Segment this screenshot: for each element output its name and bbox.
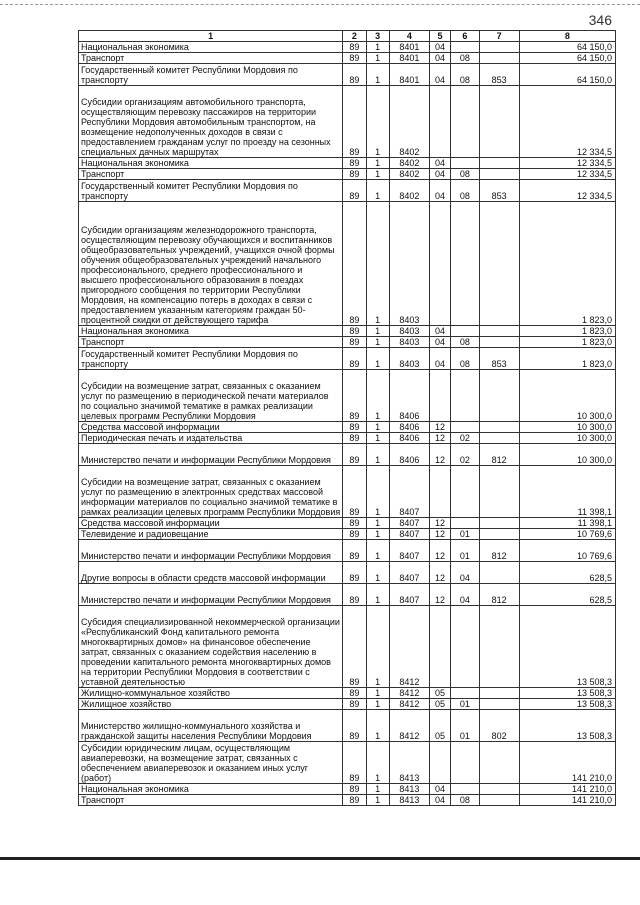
table-row	[79, 795, 616, 806]
table-row	[79, 180, 616, 202]
row-col-3: 1	[366, 540, 389, 562]
row-col-5: 05	[429, 710, 450, 742]
row-col-6: 02	[451, 433, 480, 444]
row-amount: 10 300,0	[519, 433, 615, 444]
row-name: Национальная экономика	[79, 158, 343, 169]
row-col-6: 02	[451, 444, 480, 466]
row-col-3: 1	[366, 584, 389, 606]
row-col-3: 1	[366, 158, 389, 169]
row-col-2: 89	[343, 326, 366, 337]
budget-table	[78, 30, 616, 806]
row-name: Субсидии организациям автомобильного транспорта, осуществляющим перевозку пассажиров на территории Республики Мордовия автомобильным транспортом, на возмещение недополученных доходов в связи с предоставлением гражданам услуг по проезду на сезонных специальных дачных маршрутах	[79, 86, 343, 158]
row-col-7: 853	[479, 64, 519, 86]
row-col-4: 8403	[389, 326, 429, 337]
row-col-7	[479, 699, 519, 710]
row-col-5	[429, 370, 450, 422]
row-amount: 1 823,0	[519, 348, 615, 370]
row-col-6	[451, 370, 480, 422]
row-col-4: 8403	[389, 202, 429, 326]
row-amount: 64 150,0	[519, 53, 615, 64]
row-name: Национальная экономика	[79, 784, 343, 795]
row-col-4: 8412	[389, 606, 429, 688]
row-col-2: 89	[343, 180, 366, 202]
row-col-2: 89	[343, 370, 366, 422]
row-col-7	[479, 169, 519, 180]
row-col-6	[451, 86, 480, 158]
row-col-3: 1	[366, 784, 389, 795]
row-amount: 628,5	[519, 584, 615, 606]
table-row	[79, 699, 616, 710]
header-col-8: 8	[519, 31, 615, 42]
row-col-6: 08	[451, 64, 480, 86]
row-col-6	[451, 422, 480, 433]
row-col-7	[479, 784, 519, 795]
table-body	[79, 42, 616, 806]
row-col-5: 04	[429, 64, 450, 86]
table-row	[79, 42, 616, 53]
row-col-6: 04	[451, 584, 480, 606]
row-name: Государственный комитет Республики Мордовия по транспорту	[79, 64, 343, 86]
row-col-2: 89	[343, 202, 366, 326]
header-col-1: 1	[79, 31, 343, 42]
row-col-7	[479, 562, 519, 584]
row-col-7: 853	[479, 348, 519, 370]
row-col-3: 1	[366, 86, 389, 158]
row-col-5: 04	[429, 42, 450, 53]
row-col-5: 05	[429, 688, 450, 699]
row-name: Другие вопросы в области средств массовой информации	[79, 562, 343, 584]
row-col-4: 8413	[389, 784, 429, 795]
row-name: Телевидение и радиовещание	[79, 529, 343, 540]
row-col-6: 04	[451, 562, 480, 584]
row-col-7	[479, 422, 519, 433]
row-col-2: 89	[343, 86, 366, 158]
row-col-4: 8403	[389, 348, 429, 370]
row-col-3: 1	[366, 53, 389, 64]
row-col-4: 8403	[389, 337, 429, 348]
row-col-6	[451, 466, 480, 518]
row-amount: 12 334,5	[519, 169, 615, 180]
row-col-3: 1	[366, 606, 389, 688]
row-col-2: 89	[343, 433, 366, 444]
row-col-4: 8407	[389, 562, 429, 584]
row-col-6: 01	[451, 540, 480, 562]
row-name: Средства массовой информации	[79, 422, 343, 433]
row-amount: 141 210,0	[519, 742, 615, 784]
table-row	[79, 710, 616, 742]
row-col-4: 8407	[389, 584, 429, 606]
row-col-6: 08	[451, 348, 480, 370]
row-col-3: 1	[366, 64, 389, 86]
row-amount: 10 300,0	[519, 444, 615, 466]
row-amount: 141 210,0	[519, 784, 615, 795]
row-col-3: 1	[366, 529, 389, 540]
row-col-6: 08	[451, 180, 480, 202]
table-row	[79, 326, 616, 337]
row-name: Транспорт	[79, 53, 343, 64]
row-name: Национальная экономика	[79, 42, 343, 53]
header-col-5: 5	[429, 31, 450, 42]
row-col-2: 89	[343, 562, 366, 584]
row-col-6	[451, 784, 480, 795]
table-row	[79, 169, 616, 180]
row-name: Транспорт	[79, 795, 343, 806]
row-col-4: 8406	[389, 422, 429, 433]
row-amount: 1 823,0	[519, 326, 615, 337]
row-col-3: 1	[366, 710, 389, 742]
row-col-3: 1	[366, 742, 389, 784]
row-col-2: 89	[343, 337, 366, 348]
table-row	[79, 784, 616, 795]
row-col-4: 8401	[389, 64, 429, 86]
table-row	[79, 53, 616, 64]
row-col-2: 89	[343, 795, 366, 806]
row-col-4: 8413	[389, 742, 429, 784]
row-amount: 141 210,0	[519, 795, 615, 806]
table-row	[79, 529, 616, 540]
row-col-6	[451, 606, 480, 688]
header-col-6: 6	[451, 31, 480, 42]
row-col-6	[451, 158, 480, 169]
row-col-5	[429, 202, 450, 326]
row-amount: 12 334,5	[519, 86, 615, 158]
row-amount: 64 150,0	[519, 64, 615, 86]
row-col-2: 89	[343, 699, 366, 710]
row-col-7	[479, 42, 519, 53]
bottom-scan-edge	[0, 857, 640, 860]
row-col-7	[479, 53, 519, 64]
row-col-2: 89	[343, 529, 366, 540]
row-name: Министерство печати и информации Республики Мордовия	[79, 444, 343, 466]
row-amount: 1 823,0	[519, 202, 615, 326]
header-col-2: 2	[343, 31, 366, 42]
header-col-4: 4	[389, 31, 429, 42]
table-row	[79, 562, 616, 584]
row-col-7	[479, 795, 519, 806]
row-name: Министерство жилищно-коммунального хозяйства и гражданской защиты населения Республики Мордовия	[79, 710, 343, 742]
row-col-5: 04	[429, 348, 450, 370]
row-amount: 628,5	[519, 562, 615, 584]
row-name: Транспорт	[79, 169, 343, 180]
top-scan-line	[0, 4, 640, 7]
table-row	[79, 518, 616, 529]
row-col-3: 1	[366, 169, 389, 180]
row-col-6	[451, 688, 480, 699]
row-col-7	[479, 742, 519, 784]
row-col-5: 12	[429, 444, 450, 466]
row-name: Средства массовой информации	[79, 518, 343, 529]
row-name: Субсидии организациям железнодорожного транспорта, осуществляющим перевозку обучающихся и воспитанников общеобразовательных учреждений, учащихся очной формы обучения общеобразовательных учреждений начального профессионального, среднего профессионального и высшего профессионального образования в поездах пригородного сообщения по территории Республики Мордовия, на компенсацию потерь в доходах в связи с предоставлением указанным категориям граждан 50-процентной скидки от действующего тарифа	[79, 202, 343, 326]
row-col-4: 8412	[389, 699, 429, 710]
row-col-4: 8412	[389, 710, 429, 742]
row-amount: 10 300,0	[519, 422, 615, 433]
row-amount: 64 150,0	[519, 42, 615, 53]
table-row	[79, 202, 616, 326]
row-col-2: 89	[343, 466, 366, 518]
row-col-2: 89	[343, 688, 366, 699]
row-col-2: 89	[343, 584, 366, 606]
row-amount: 13 508,3	[519, 606, 615, 688]
header-col-3: 3	[366, 31, 389, 42]
row-name: Министерство печати и информации Республики Мордовия	[79, 540, 343, 562]
row-col-5: 04	[429, 158, 450, 169]
row-col-7	[479, 326, 519, 337]
row-amount: 12 334,5	[519, 180, 615, 202]
row-col-3: 1	[366, 348, 389, 370]
row-name: Жилищное хозяйство	[79, 699, 343, 710]
row-amount: 10 769,6	[519, 529, 615, 540]
row-col-7	[479, 466, 519, 518]
row-col-2: 89	[343, 784, 366, 795]
row-name: Субсидии на возмещение затрат, связанных с оказанием услуг по размещению в электронных средствах массовой информации материалов по социально значимой тематике в рамках реализации целевых программ Республики Мордовия	[79, 466, 343, 518]
table-row	[79, 433, 616, 444]
row-col-5: 04	[429, 53, 450, 64]
page-number: 346	[588, 12, 612, 28]
row-col-5: 12	[429, 433, 450, 444]
row-col-6: 08	[451, 53, 480, 64]
row-col-7	[479, 370, 519, 422]
row-col-2: 89	[343, 42, 366, 53]
row-col-7	[479, 518, 519, 529]
row-col-2: 89	[343, 710, 366, 742]
row-amount: 13 508,3	[519, 699, 615, 710]
row-col-3: 1	[366, 202, 389, 326]
row-col-4: 8402	[389, 180, 429, 202]
row-col-4: 8406	[389, 433, 429, 444]
row-col-7: 812	[479, 444, 519, 466]
row-col-7: 802	[479, 710, 519, 742]
row-col-6: 01	[451, 529, 480, 540]
table-row	[79, 370, 616, 422]
row-col-4: 8413	[389, 795, 429, 806]
row-col-5: 05	[429, 699, 450, 710]
row-col-5: 04	[429, 169, 450, 180]
row-col-3: 1	[366, 370, 389, 422]
row-col-2: 89	[343, 518, 366, 529]
row-col-6	[451, 42, 480, 53]
row-col-7: 853	[479, 180, 519, 202]
row-col-4: 8407	[389, 518, 429, 529]
row-col-6	[451, 742, 480, 784]
row-col-5: 12	[429, 529, 450, 540]
row-col-2: 89	[343, 444, 366, 466]
row-col-3: 1	[366, 518, 389, 529]
row-col-5	[429, 742, 450, 784]
row-col-2: 89	[343, 422, 366, 433]
row-col-6: 01	[451, 699, 480, 710]
row-col-5: 04	[429, 326, 450, 337]
row-col-5: 12	[429, 540, 450, 562]
row-col-2: 89	[343, 158, 366, 169]
row-col-3: 1	[366, 337, 389, 348]
row-col-4: 8406	[389, 370, 429, 422]
row-col-3: 1	[366, 795, 389, 806]
row-col-4: 8407	[389, 529, 429, 540]
row-col-4: 8412	[389, 688, 429, 699]
row-col-4: 8402	[389, 86, 429, 158]
table-row	[79, 466, 616, 518]
row-col-3: 1	[366, 180, 389, 202]
row-amount: 11 398,1	[519, 466, 615, 518]
row-col-5	[429, 466, 450, 518]
row-amount: 12 334,5	[519, 158, 615, 169]
row-col-2: 89	[343, 606, 366, 688]
row-col-7	[479, 688, 519, 699]
row-col-4: 8407	[389, 540, 429, 562]
row-col-4: 8401	[389, 53, 429, 64]
header-col-7: 7	[479, 31, 519, 42]
row-col-5: 04	[429, 180, 450, 202]
row-col-2: 89	[343, 64, 366, 86]
row-name: Транспорт	[79, 337, 343, 348]
row-amount: 13 508,3	[519, 710, 615, 742]
row-col-6: 01	[451, 710, 480, 742]
row-name: Субсидия специализированной некоммерческой организации «Республиканский Фонд капитального ремонта многоквартирных домов» на финансовое обеспечение затрат, связанных с оказанием содействия населению в проведении капитального ремонта многоквартирных домов на территории Республики Мордовия в соответствии с уставной деятельностью	[79, 606, 343, 688]
row-col-3: 1	[366, 699, 389, 710]
row-col-6	[451, 202, 480, 326]
row-col-7: 812	[479, 540, 519, 562]
row-col-7	[479, 158, 519, 169]
row-col-2: 89	[343, 53, 366, 64]
row-col-5: 12	[429, 584, 450, 606]
row-name: Государственный комитет Республики Мордовия по транспорту	[79, 348, 343, 370]
row-col-4: 8401	[389, 42, 429, 53]
row-amount: 10 300,0	[519, 370, 615, 422]
table-row	[79, 606, 616, 688]
table-row	[79, 688, 616, 699]
row-name: Министерство печати и информации Республики Мордовия	[79, 584, 343, 606]
table-header-row	[79, 31, 616, 42]
row-col-3: 1	[366, 433, 389, 444]
row-col-6: 08	[451, 337, 480, 348]
row-col-4: 8407	[389, 466, 429, 518]
row-col-2: 89	[343, 169, 366, 180]
row-col-5: 04	[429, 795, 450, 806]
row-col-5: 04	[429, 784, 450, 795]
row-amount: 10 769,6	[519, 540, 615, 562]
row-name: Жилищно-коммунальное хозяйство	[79, 688, 343, 699]
row-name: Государственный комитет Республики Мордовия по транспорту	[79, 180, 343, 202]
row-col-7	[479, 202, 519, 326]
row-name: Периодическая печать и издательства	[79, 433, 343, 444]
row-col-4: 8402	[389, 169, 429, 180]
table-row	[79, 64, 616, 86]
row-name: Субсидии на возмещение затрат, связанных с оказанием услуг по размещению в периодической печати материалов по социально значимой тематике в рамках реализации целевых программ Республики Мордовия	[79, 370, 343, 422]
row-amount: 11 398,1	[519, 518, 615, 529]
row-name: Субсидии юридическим лицам, осуществляющим авиаперевозки, на возмещение затрат, связанных с обеспечением авиаперевозок и оказанием иных услуг (работ)	[79, 742, 343, 784]
table-row	[79, 584, 616, 606]
table-row	[79, 540, 616, 562]
table-row	[79, 444, 616, 466]
row-name: Национальная экономика	[79, 326, 343, 337]
row-col-2: 89	[343, 742, 366, 784]
table-row	[79, 86, 616, 158]
row-col-7	[479, 606, 519, 688]
table-row	[79, 348, 616, 370]
row-col-5: 12	[429, 422, 450, 433]
row-col-6: 08	[451, 169, 480, 180]
row-col-5: 12	[429, 518, 450, 529]
row-col-7	[479, 529, 519, 540]
row-col-4: 8402	[389, 158, 429, 169]
row-col-2: 89	[343, 540, 366, 562]
row-col-6: 08	[451, 795, 480, 806]
row-col-7: 812	[479, 584, 519, 606]
row-col-6	[451, 518, 480, 529]
row-col-7	[479, 86, 519, 158]
row-col-7	[479, 433, 519, 444]
table-row	[79, 422, 616, 433]
table-row	[79, 337, 616, 348]
table-row	[79, 742, 616, 784]
row-col-5	[429, 606, 450, 688]
row-col-2: 89	[343, 348, 366, 370]
row-col-3: 1	[366, 688, 389, 699]
row-col-3: 1	[366, 562, 389, 584]
row-col-7	[479, 337, 519, 348]
row-col-4: 8406	[389, 444, 429, 466]
row-col-6	[451, 326, 480, 337]
row-col-3: 1	[366, 422, 389, 433]
row-col-3: 1	[366, 444, 389, 466]
row-amount: 1 823,0	[519, 337, 615, 348]
row-col-3: 1	[366, 42, 389, 53]
row-col-3: 1	[366, 466, 389, 518]
row-col-3: 1	[366, 326, 389, 337]
row-col-5: 12	[429, 562, 450, 584]
row-amount: 13 508,3	[519, 688, 615, 699]
row-col-5: 04	[429, 337, 450, 348]
table-row	[79, 158, 616, 169]
row-col-5	[429, 86, 450, 158]
